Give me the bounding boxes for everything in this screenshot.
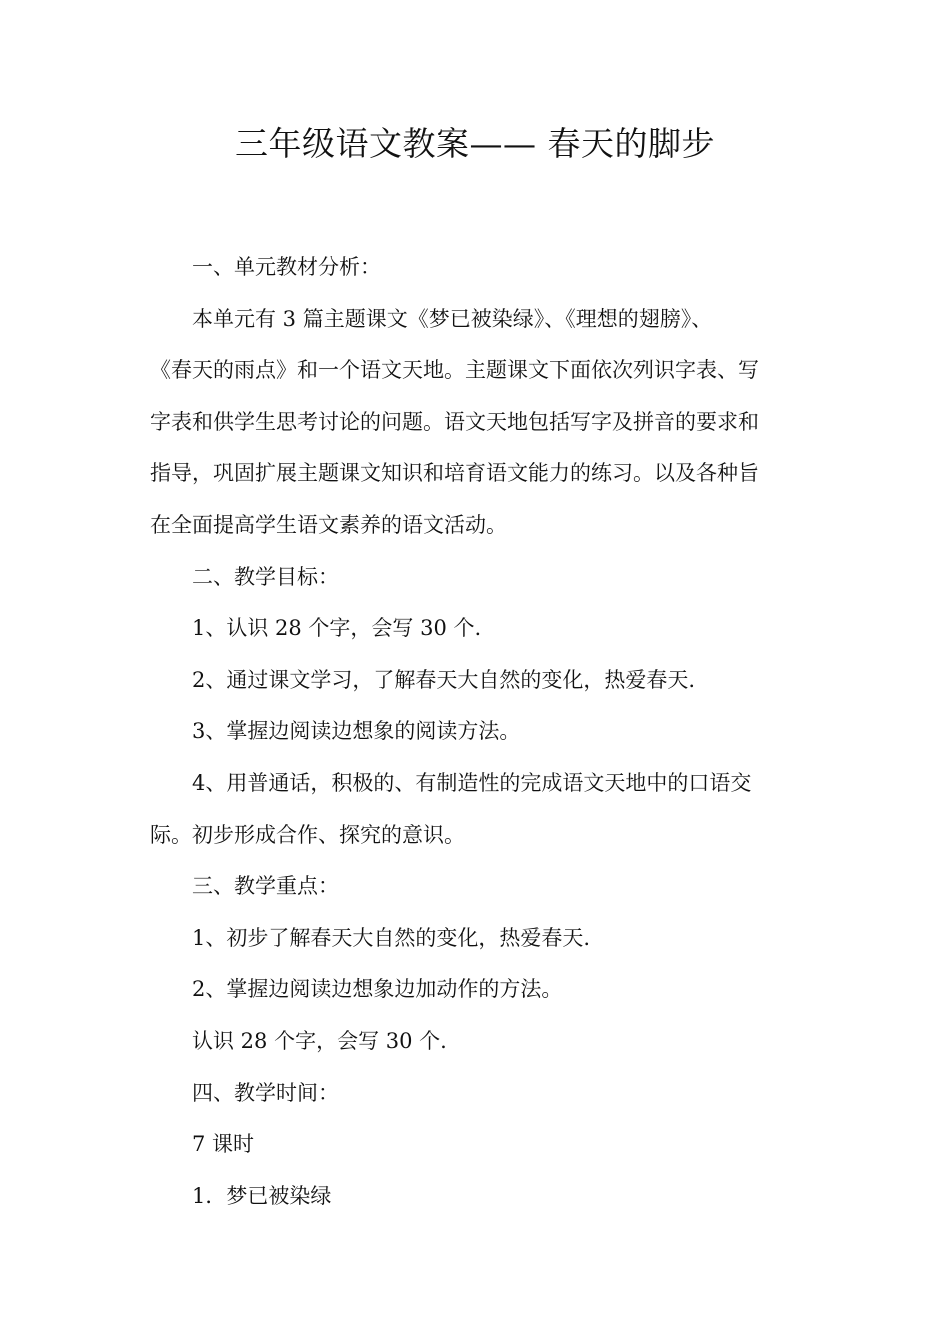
section-heading-4: 四、教学时间：	[192, 1080, 339, 1105]
paragraph-line: 际。初步形成合作、探究的意识。	[150, 822, 465, 847]
lesson-title: 1．梦已被染绿	[192, 1183, 332, 1208]
paragraph-line: 本单元有 3 篇主题课文《梦已被染绿》、《理想的翅膀》、	[192, 306, 713, 331]
paragraph-line: 7 课时	[192, 1132, 255, 1157]
list-item: 4、用普通话，积极的、有制造性的完成语文天地中的口语交	[192, 770, 752, 795]
list-item: 1、认识 28 个字，会写 30 个.	[192, 616, 482, 641]
list-item: 认识 28 个字，会写 30 个.	[192, 1028, 447, 1053]
list-item: 2、通过课文学习，了解春天大自然的变化，热爱春天.	[192, 667, 696, 692]
section-heading-3: 三、教学重点：	[192, 874, 339, 899]
paragraph-line: 字表和供学生思考讨论的问题。语文天地包括写字及拼音的要求和	[150, 409, 759, 434]
paragraph-line: 在全面提高学生语文素养的语文活动。	[150, 512, 507, 537]
list-item: 1、初步了解春天大自然的变化，热爱春天.	[192, 925, 591, 950]
paragraph-line: 《春天的雨点》和一个语文天地。主题课文下面依次列识字表、写	[150, 358, 759, 383]
list-item: 2、掌握边阅读边想象边加动作的方法。	[192, 977, 563, 1002]
list-item: 3、掌握边阅读边想象的阅读方法。	[192, 719, 521, 744]
document-title: 三年级语文教案—— 春天的脚步	[235, 124, 715, 163]
section-heading-2: 二、教学目标：	[192, 564, 339, 589]
paragraph-line: 指导，巩固扩展主题课文知识和培育语文能力的练习。以及各种旨	[150, 461, 759, 486]
section-heading-1: 一、单元教材分析：	[192, 255, 381, 279]
document-body	[150, 242, 800, 1222]
